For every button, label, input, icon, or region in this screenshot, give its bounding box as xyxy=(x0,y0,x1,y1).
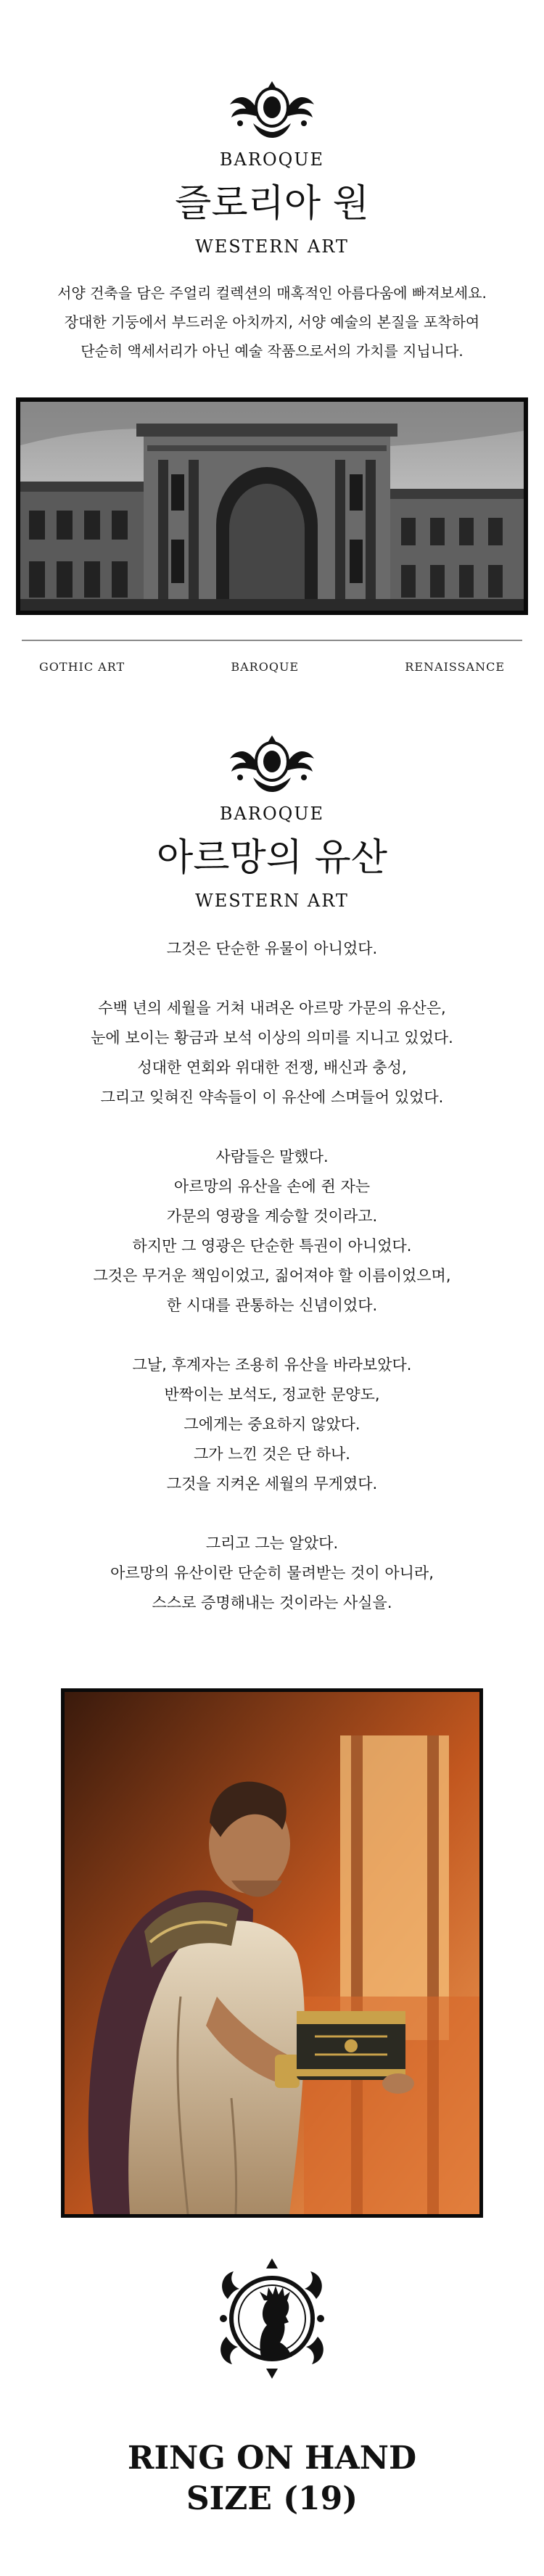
collection-subtitle: WESTERN ART xyxy=(195,236,349,257)
medallion-logo xyxy=(0,2255,544,2382)
tag-baroque: BAROQUE xyxy=(231,660,300,674)
story-line: 그것을 지켜온 세월의 무게였다. xyxy=(166,1475,378,1493)
baroque-crest-icon xyxy=(224,78,320,139)
ring-size-title: SIZE (19) xyxy=(186,2480,358,2517)
baroque-crest-icon xyxy=(224,732,320,793)
story-line: 사람들은 말했다. xyxy=(215,1148,329,1165)
story-line: 그것은 단순한 유물이 아니었다. xyxy=(166,940,378,957)
story-line: 그것은 무거운 책임이었고, 짊어져야 할 이름이었으며, xyxy=(93,1267,451,1284)
story-line: 반짝이는 보석도, 정교한 문양도, xyxy=(164,1386,380,1403)
collection-title: 즐로리아 원 xyxy=(175,182,369,226)
story-text xyxy=(0,934,544,1618)
architecture-photo xyxy=(16,397,528,615)
story-line: 그리고 잊혀진 약속들이 이 유산에 스며들어 있었다. xyxy=(100,1089,444,1106)
story-line: 그에게는 중요하지 않았다. xyxy=(184,1416,360,1433)
medallion-portrait-icon xyxy=(210,2255,334,2382)
crest-logo-story xyxy=(0,732,544,793)
story-line: 그가 느낀 것은 단 하나. xyxy=(194,1445,350,1463)
story-line: 성대한 연회와 위대한 전쟁, 배신과 충성, xyxy=(137,1059,407,1076)
story-line: 하지만 그 영광은 단순한 특권이 아니었다. xyxy=(132,1237,412,1255)
story-line: 아르망의 유산을 손에 쥔 자는 xyxy=(173,1178,371,1195)
story-paragraph xyxy=(0,994,544,1112)
story-line: 스스로 증명해내는 것이라는 사실을. xyxy=(152,1594,392,1611)
story-line: 수백 년의 세월을 거쳐 내려온 아르망 가문의 유산은, xyxy=(98,999,446,1017)
intro-line: 단순히 액세서리가 아닌 예술 작품으로서의 가치를 지닙니다. xyxy=(81,342,463,360)
crest-logo-top xyxy=(0,78,544,139)
brand-label-story: BAROQUE xyxy=(219,804,325,824)
story-line: 아르망의 유산이란 단순히 물려받는 것이 아니라, xyxy=(110,1564,434,1582)
story-paragraph xyxy=(0,1142,544,1321)
story-title: 아르망의 유산 xyxy=(157,836,387,880)
story-line: 그날, 후계자는 조용히 유산을 바라보았다. xyxy=(132,1356,412,1374)
section-divider xyxy=(22,640,522,641)
intro-text xyxy=(0,278,544,366)
tag-renaissance: RENAISSANCE xyxy=(405,660,505,674)
story-paragraph xyxy=(0,934,544,964)
story-subtitle: WESTERN ART xyxy=(195,891,349,911)
heir-painting xyxy=(61,1688,483,2218)
story-line: 한 시대를 관통하는 신념이었다. xyxy=(166,1297,378,1314)
intro-line: 서양 건축을 담은 주얼리 컬렉션의 매혹적인 아름다움에 빠져보세요. xyxy=(57,284,487,302)
style-tags xyxy=(22,660,522,674)
brand-label-top: BAROQUE xyxy=(219,149,325,170)
story-line: 눈에 보이는 황금과 보석 이상의 의미를 지니고 있었다. xyxy=(91,1029,453,1046)
story-line: 가문의 영광을 계승할 것이라고. xyxy=(166,1208,378,1225)
story-paragraph xyxy=(0,1529,544,1618)
story-paragraph xyxy=(0,1350,544,1499)
tag-gothic-art: GOTHIC ART xyxy=(39,660,125,674)
intro-line: 장대한 기둥에서 부드러운 아치까지, 서양 예술의 본질을 포착하여 xyxy=(64,313,480,331)
story-line: 그리고 그는 알았다. xyxy=(205,1535,339,1552)
ring-on-hand-title: RING ON HAND xyxy=(127,2440,417,2477)
